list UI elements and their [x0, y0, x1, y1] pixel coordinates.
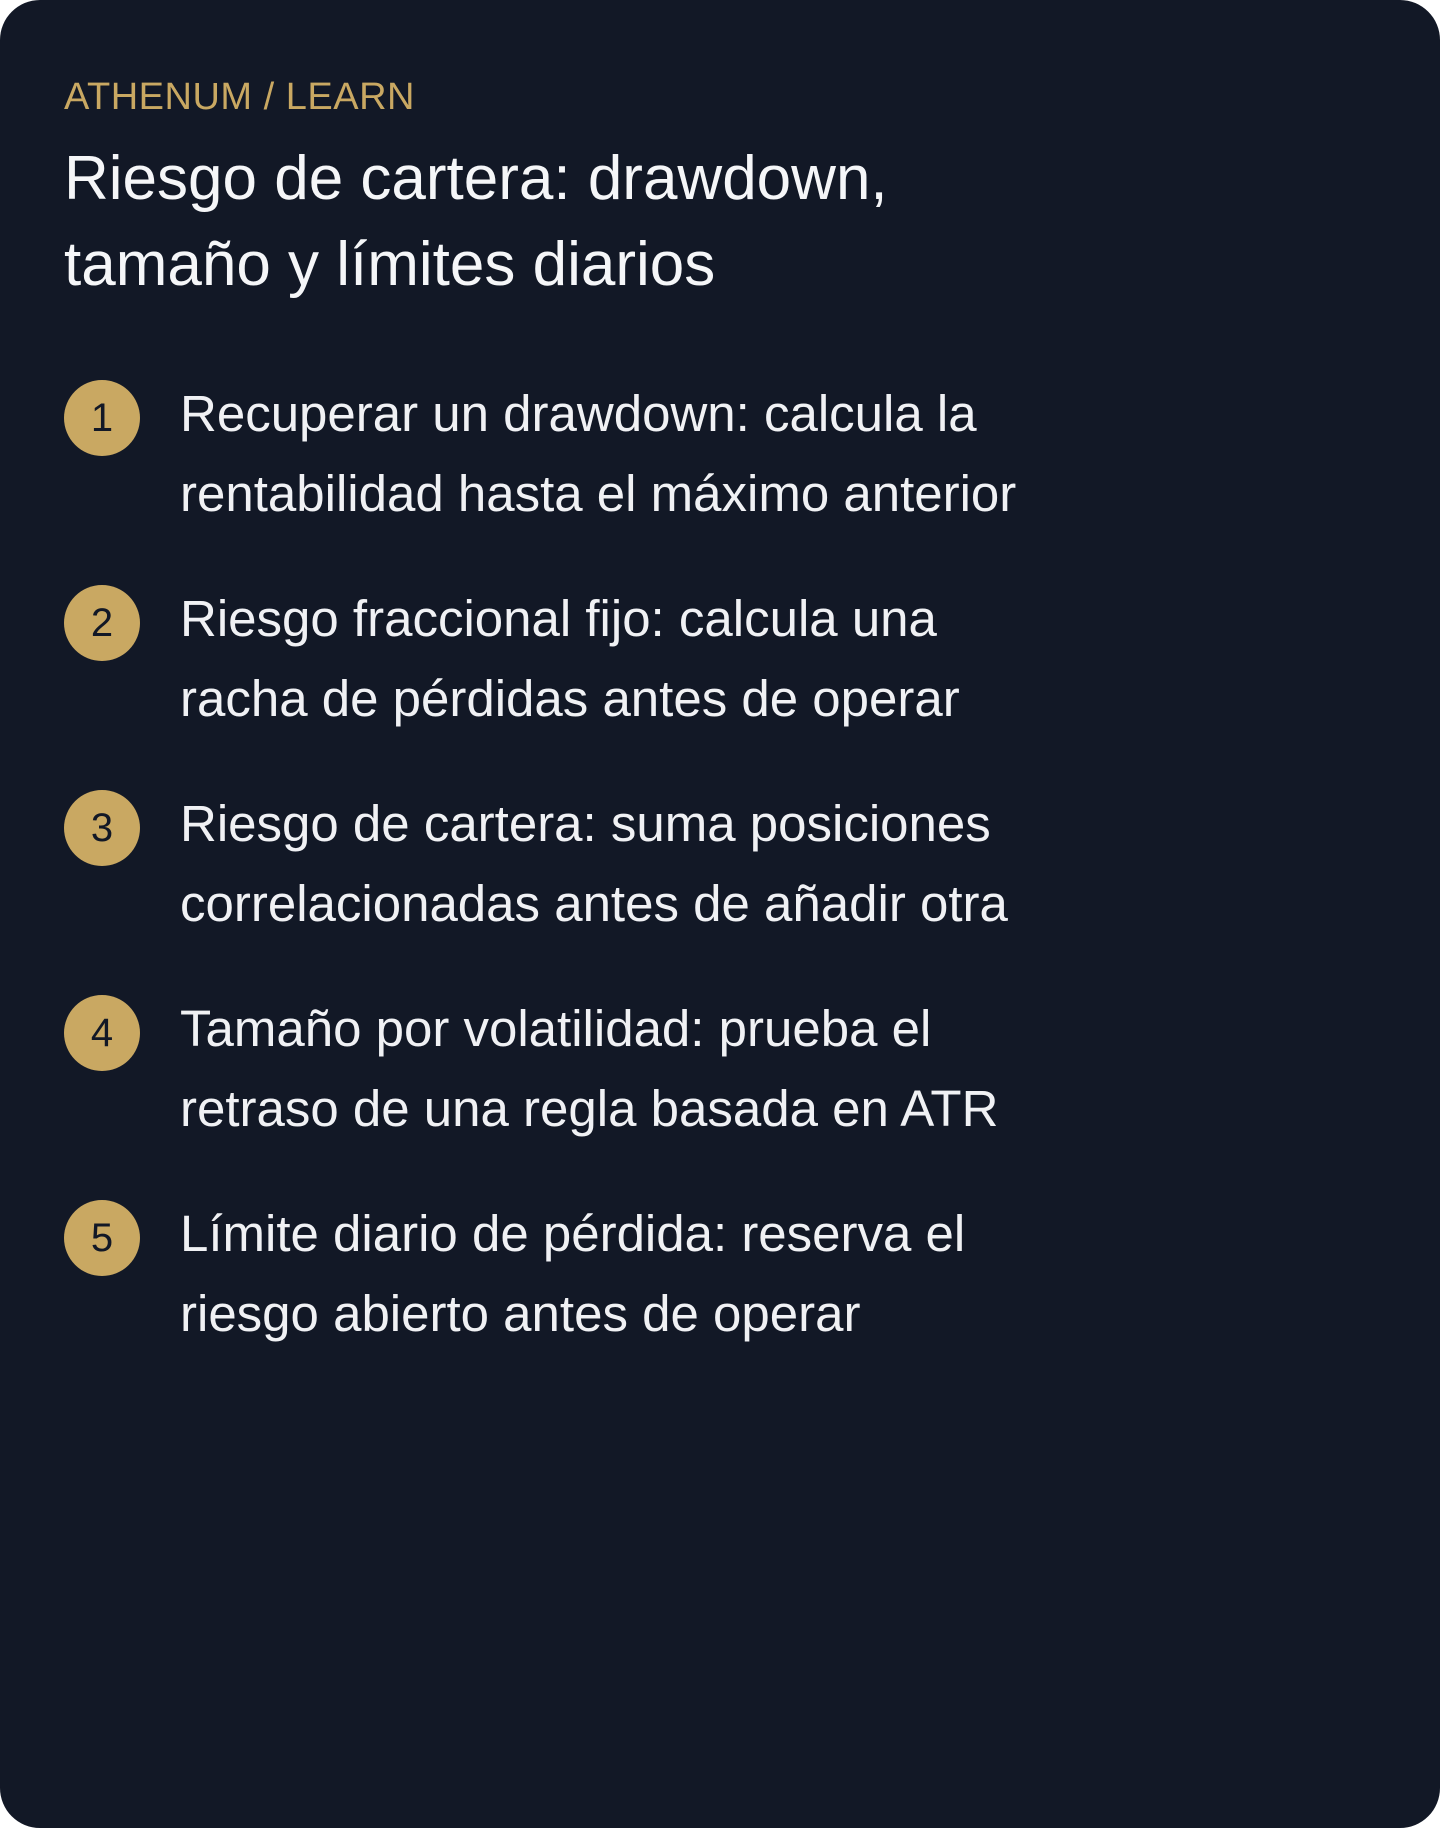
page-title: Riesgo de cartera: drawdown, tamaño y límites diarios [64, 144, 888, 299]
step-number-badge: 2 [64, 585, 140, 661]
step-text: Riesgo de cartera: suma posiciones correlacionadas antes de añadir otra [180, 795, 1008, 932]
step-number-badge: 3 [64, 790, 140, 866]
step-number-badge: 5 [64, 1200, 140, 1276]
breadcrumb: ATHENUM / LEARN [64, 76, 415, 118]
step-text: Riesgo fraccional fijo: calcula una racha de pérdidas antes de operar [180, 590, 960, 727]
steps-list [64, 377, 1164, 1402]
step-item-5 [64, 1197, 1164, 1354]
step-item-1 [64, 377, 1164, 534]
step-item-4 [64, 992, 1164, 1149]
step-number-badge: 4 [64, 995, 140, 1071]
step-number-badge: 1 [64, 380, 140, 456]
step-item-2 [64, 582, 1164, 739]
step-text: Tamaño por volatilidad: prueba el retraso de una regla basada en ATR [180, 1000, 999, 1137]
step-item-3 [64, 787, 1164, 944]
step-text: Recuperar un drawdown: calcula la rentabilidad hasta el máximo anterior [180, 385, 1017, 522]
step-text: Límite diario de pérdida: reserva el riesgo abierto antes de operar [180, 1205, 966, 1342]
